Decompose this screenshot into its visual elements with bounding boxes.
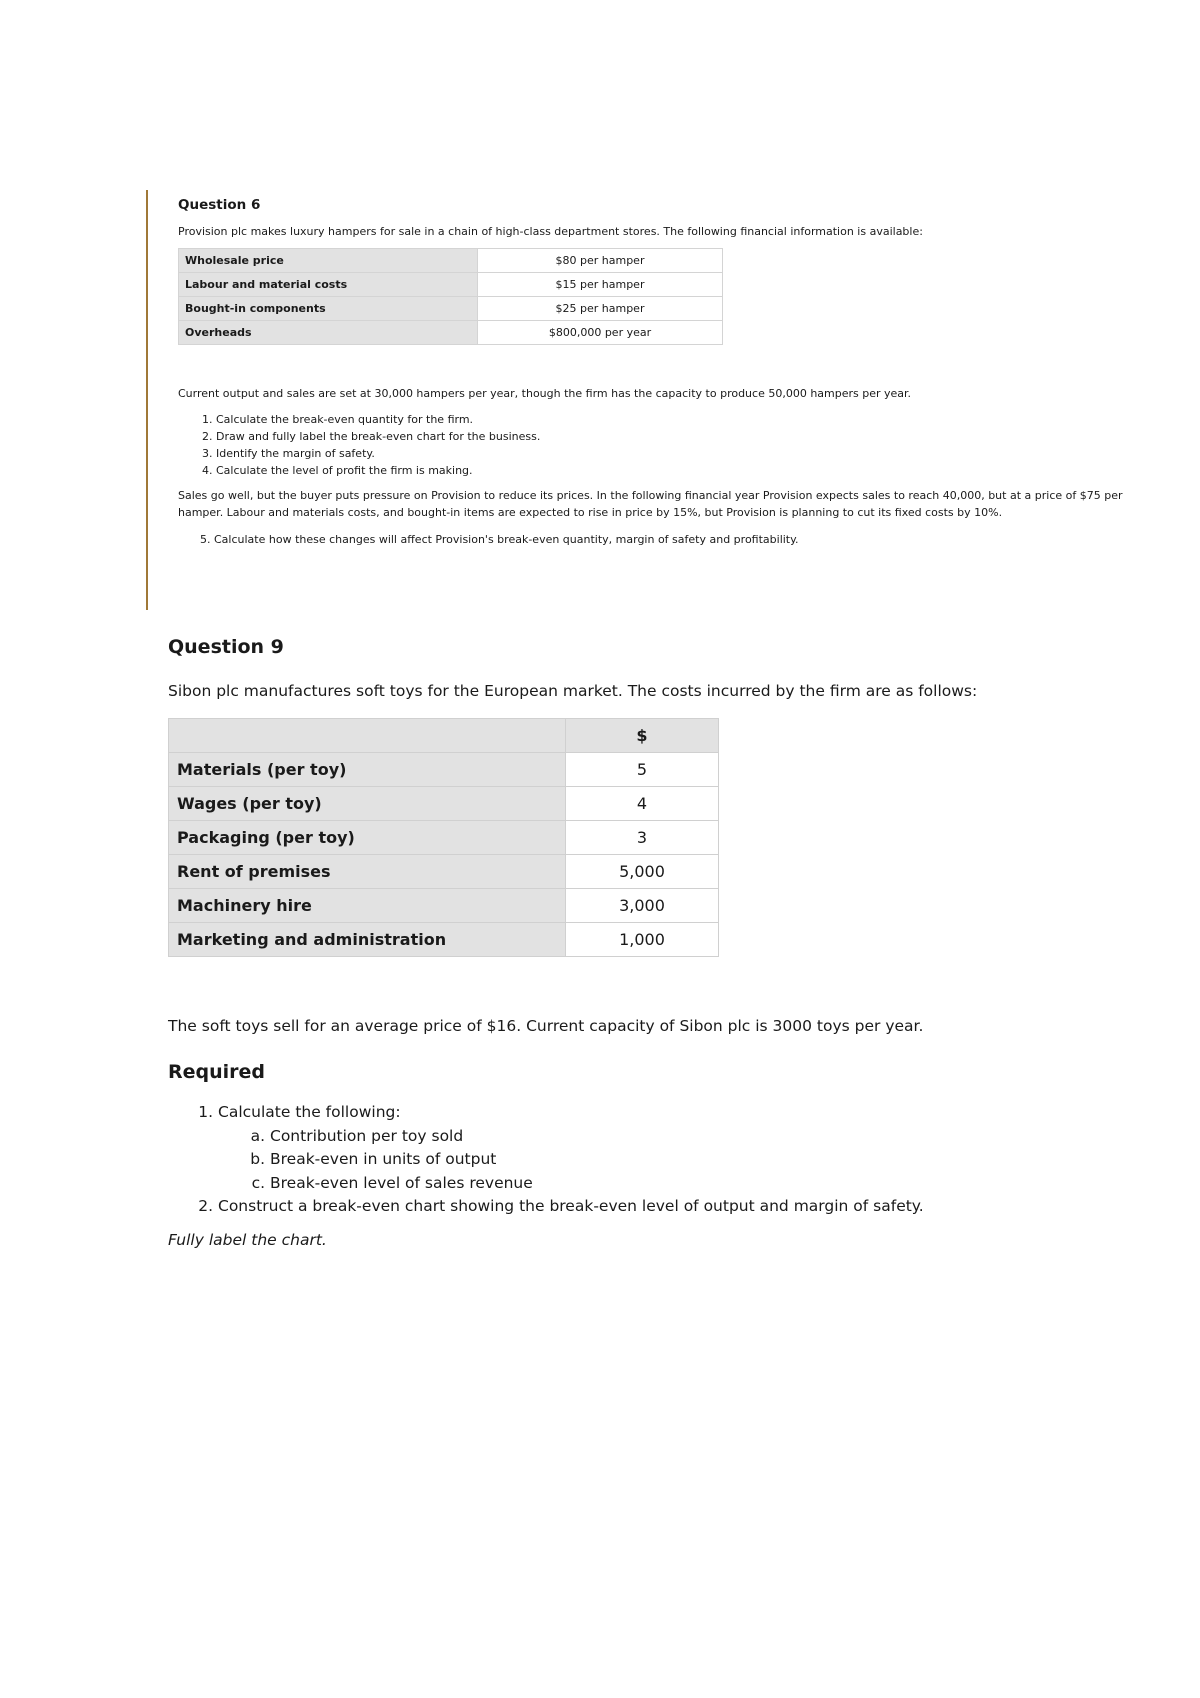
task-5	[178, 533, 1136, 546]
question-9-title: Question 9	[168, 636, 284, 658]
row-value: 4	[566, 787, 719, 821]
row-label: Materials (per toy)	[169, 753, 566, 787]
table-row	[169, 821, 719, 855]
sales-paragraph: Sales go well, but the buyer puts pressure on Provision to reduce its prices. In the following financial year Provision expects sales to reach 40,000, but at a price of $75 per hamper. Labour and materials costs, and bought-in items are expected to rise in price by 15%, but Provision is planning to cut its fixed costs by 10%.	[178, 489, 1123, 519]
list-item: c. Break-even level of sales revenue	[270, 1172, 1128, 1196]
table-row	[169, 923, 719, 957]
question-9-intro: Sibon plc manufactures soft toys for the European market. The costs incurred by the firm are as follows:	[168, 682, 978, 700]
list-item: b. Break-even in units of output	[270, 1148, 1128, 1172]
row-value: 3	[566, 821, 719, 855]
row-value: $80 per hamper	[478, 249, 723, 273]
sub-task-list	[218, 1125, 1128, 1196]
list-item: 2. Draw and fully label the break-even chart for the business.	[216, 428, 1136, 445]
fully-label-note: Fully label the chart.	[168, 1230, 327, 1249]
provision-costs-table	[178, 248, 723, 345]
task-5-number: 5.	[200, 533, 211, 546]
list-item: 3. Identify the margin of safety.	[216, 445, 1136, 462]
table-row	[179, 297, 723, 321]
row-value: $800,000 per year	[478, 321, 723, 345]
table-row	[169, 787, 719, 821]
header-currency: $	[566, 719, 719, 753]
row-value: $25 per hamper	[478, 297, 723, 321]
price-capacity-text: The soft toys sell for an average price of $16. Current capacity of Sibon plc is 3000 toys per year.	[168, 1017, 924, 1035]
row-label: Overheads	[179, 321, 478, 345]
current-output-text: Current output and sales are set at 30,000 hampers per year, though the firm has the capacity to produce 50,000 hampers per year.	[178, 387, 912, 400]
required-heading: Required	[168, 1061, 266, 1083]
question-9-tasks	[168, 1101, 1128, 1219]
list-item: a. Contribution per toy sold	[270, 1125, 1128, 1149]
table-row	[179, 249, 723, 273]
table-row	[179, 273, 723, 297]
question-6-title: Question 6	[178, 197, 261, 213]
table-row	[179, 321, 723, 345]
list-item: 2. Construct a break-even chart showing the break-even level of output and margin of safety.	[218, 1195, 1128, 1219]
row-label: Bought-in components	[179, 297, 478, 321]
question-6-section	[146, 190, 1136, 610]
question-6-tasks	[178, 411, 1136, 479]
row-label: Wages (per toy)	[169, 787, 566, 821]
row-label: Packaging (per toy)	[169, 821, 566, 855]
task-1-text: Calculate the following:	[218, 1103, 401, 1121]
list-item	[218, 1101, 1128, 1195]
table-row	[169, 753, 719, 787]
row-label: Wholesale price	[179, 249, 478, 273]
header-empty-cell	[169, 719, 566, 753]
row-value: 5,000	[566, 855, 719, 889]
row-label: Rent of premises	[169, 855, 566, 889]
row-label: Machinery hire	[169, 889, 566, 923]
sibon-costs-table	[168, 718, 719, 957]
row-label: Labour and material costs	[179, 273, 478, 297]
table-header-row	[169, 719, 719, 753]
table-row	[169, 855, 719, 889]
list-item: 4. Calculate the level of profit the firm is making.	[216, 462, 1136, 479]
list-item: 1. Calculate the break-even quantity for the firm.	[216, 411, 1136, 428]
table-row	[169, 889, 719, 923]
task-5-text: Calculate how these changes will affect Provision's break-even quantity, margin of safety and profitability.	[214, 533, 799, 546]
row-value: 3,000	[566, 889, 719, 923]
row-value: $15 per hamper	[478, 273, 723, 297]
question-6-intro: Provision plc makes luxury hampers for sale in a chain of high-class department stores. The following financial information is available:	[178, 225, 923, 238]
row-label: Marketing and administration	[169, 923, 566, 957]
question-9-section	[168, 636, 1128, 1249]
row-value: 5	[566, 753, 719, 787]
row-value: 1,000	[566, 923, 719, 957]
